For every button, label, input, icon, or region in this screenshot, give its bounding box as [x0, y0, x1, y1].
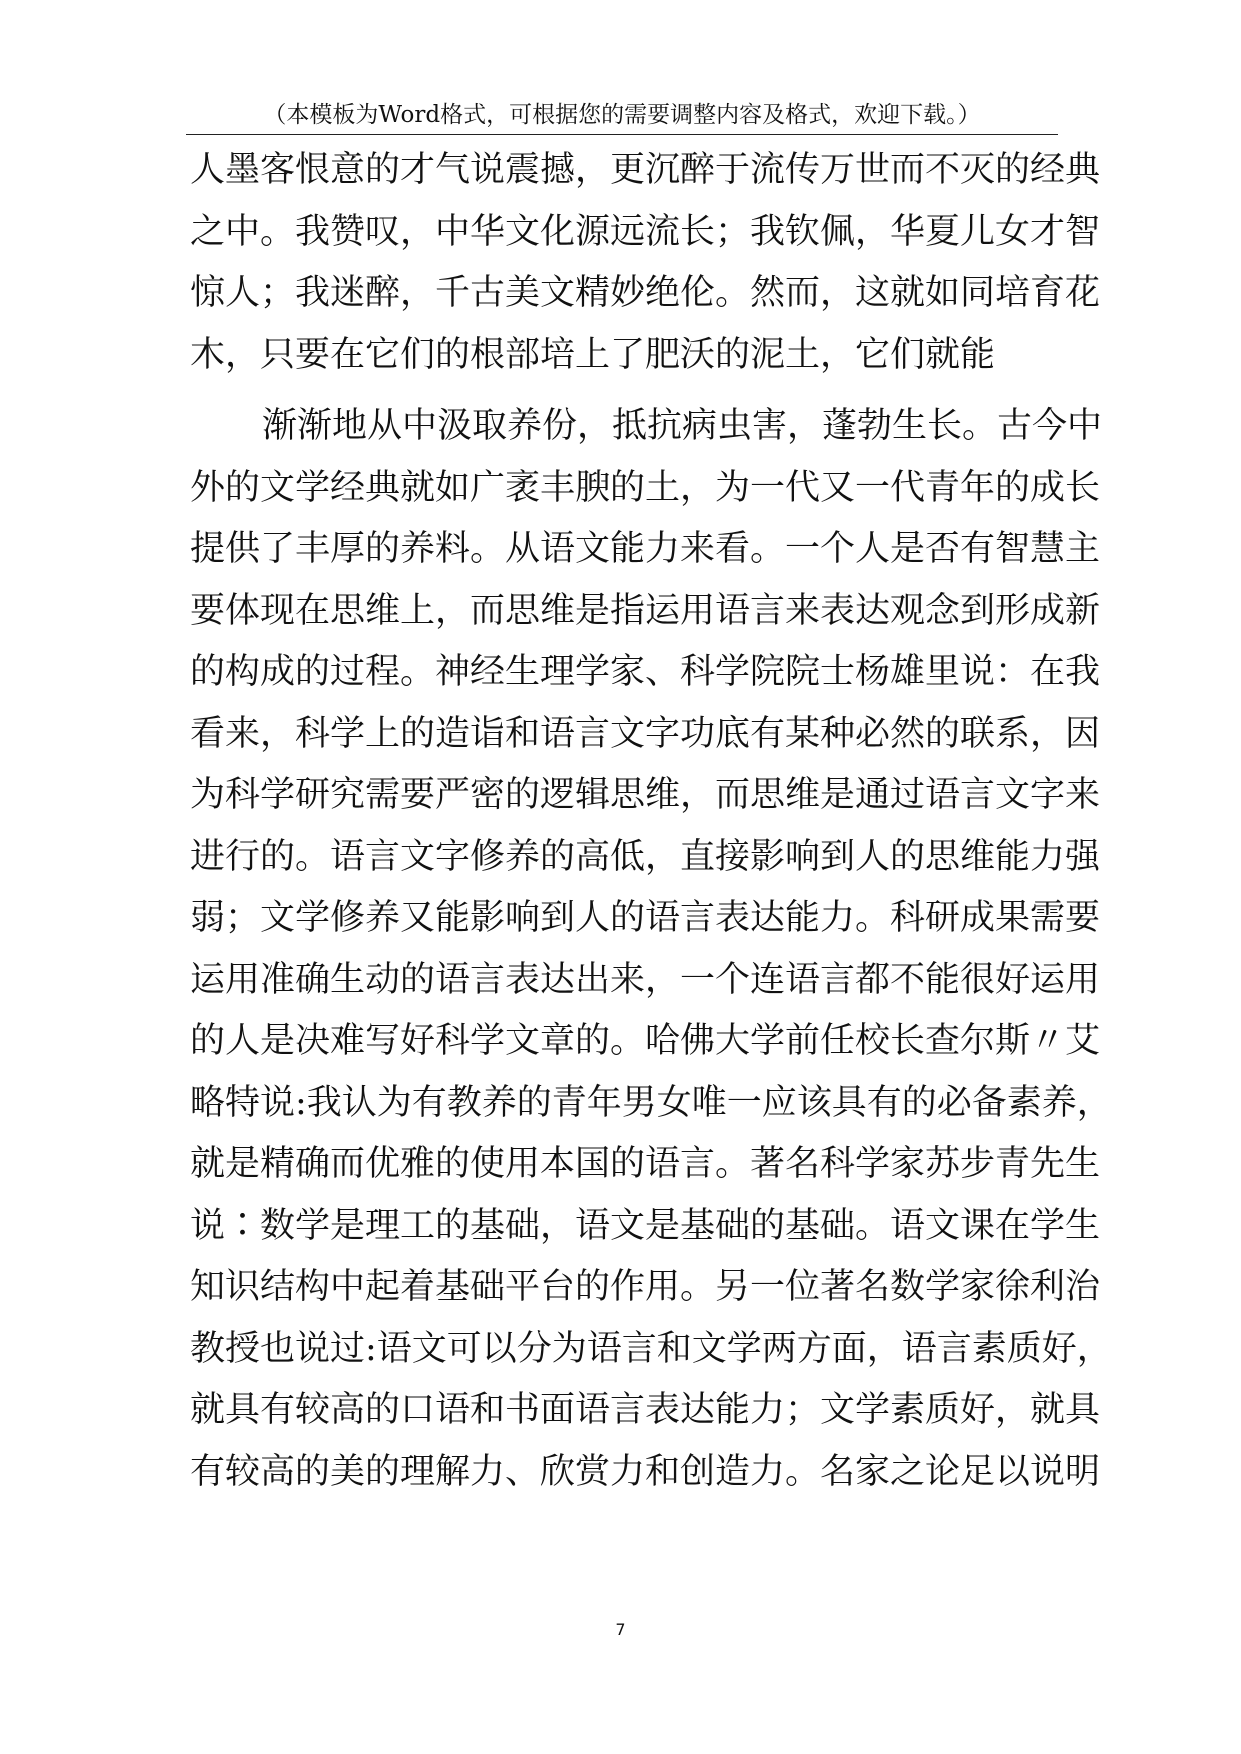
text-line: 之中。我赞叹，中华文化源远流长；我钦佩，华夏儿女才智 [190, 211, 1101, 252]
text-line: 的人是决难写好科学文章的。哈佛大学前任校长查尔斯〃艾 [190, 1021, 1101, 1061]
text-line: 就具有较高的口语和书面语言表达能力；文学素质好，就具 [190, 1390, 1101, 1430]
text-line: 就是精确而优雅的使用本国的语言。著名科学家苏步青先生 [190, 1144, 1101, 1184]
text-line: 惊人；我迷醉，千古美文精妙绝伦。然而，这就如同培育花 [190, 273, 1101, 313]
text-line: 进行的。语言文字修养的高低，直接影响到人的思维能力强 [190, 836, 1101, 877]
text-line: 渐渐地从中汲取养份，抵抗病虫害，蓬勃生长。古今中 [262, 406, 1103, 446]
text-line: 运用准确生动的语言表达出来，一个连语言都不能很好运用 [190, 959, 1101, 1000]
text-line: 要体现在思维上，而思维是指运用语言来表达观念到形成新 [190, 590, 1101, 631]
header-divider [186, 134, 1058, 135]
text-line: 外的文学经典就如广袤丰腴的土，为一代又一代青年的成长 [190, 467, 1101, 508]
text-line: 有较高的美的理解力、欣赏力和创造力。名家之论足以说明 [190, 1451, 1101, 1492]
text-line: 弱；文学修养又能影响到人的语言表达能力。科研成果需要 [190, 898, 1101, 938]
document-body [190, 140, 1112, 1503]
text-line: 说∶数学是理工的基础，语文是基础的基础。语文课在学生 [190, 1205, 1101, 1246]
text-line: 为科学研究需要严密的逻辑思维，而思维是通过语言文字来 [190, 775, 1101, 815]
text-line: 看来，科学上的造诣和语言文字功底有某种必然的联系，因 [190, 713, 1101, 754]
text-line: 略特说:我认为有教养的青年男女唯一应该具有的必备素养， [190, 1082, 1112, 1123]
text-line: 知识结构中起着基础平台的作用。另一位著名数学家徐利治 [190, 1267, 1101, 1307]
page-header: （本模板为Word格式，可根据您的需要调整内容及格式，欢迎下载。） [263, 102, 981, 128]
text-line: 提供了丰厚的养料。从语文能力来看。一个人是否有智慧主 [190, 529, 1101, 569]
text-line: 人墨客恨意的才气说震撼，更沉醉于流传万世而不灭的经典 [190, 150, 1101, 190]
text-line: 木，只要在它们的根部培上了肥沃的泥土，它们就能 [190, 334, 996, 375]
page-number: 7 [615, 1620, 626, 1639]
text-line: 的构成的过程。神经生理学家、科学院院士杨雄里说：在我 [190, 652, 1101, 692]
text-line: 教授也说过:语文可以分为语言和文学两方面，语言素质好， [190, 1328, 1112, 1369]
